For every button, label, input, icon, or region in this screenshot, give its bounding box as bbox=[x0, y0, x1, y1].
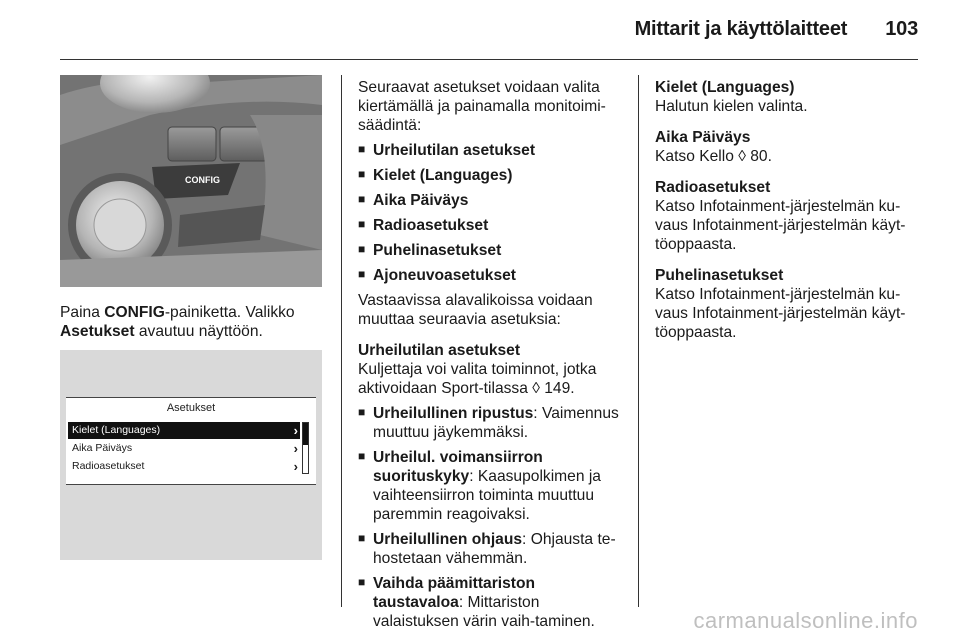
chevron-right-icon: › bbox=[293, 459, 298, 474]
control-panel-illustration bbox=[60, 75, 322, 287]
settings-display bbox=[66, 397, 316, 485]
display-screenshot bbox=[60, 350, 322, 560]
header-rule bbox=[60, 59, 918, 60]
column-divider-1 bbox=[341, 75, 342, 607]
section-text: Katso Infotainment-järjestelmän ku-vaus Infotainment-järjestelmän käyt-töoppaasta. bbox=[655, 198, 906, 253]
page-header bbox=[635, 18, 918, 41]
section-title: Kielet (Languages) bbox=[655, 79, 795, 96]
list-item: ■ Urheilullinen ripustus: Vaimennus muuttuu jäykemmäksi. bbox=[358, 404, 628, 442]
display-row-radio: Radioasetukset › bbox=[72, 459, 298, 474]
section-title: Urheilutilan asetukset bbox=[358, 342, 521, 359]
intro-text: Seuraavat asetukset voidaan valita kiertämällä ja painamalla monitoimi-säädintä: bbox=[358, 79, 606, 134]
list-item: ■ Ajoneuvoasetukset bbox=[358, 266, 628, 285]
watermark-text: carmanualsonline.info bbox=[693, 608, 918, 633]
section-text: Halutun kielen valinta. bbox=[655, 98, 808, 115]
section-title: Aika Päiväys bbox=[655, 129, 751, 146]
display-row-date: Aika Päiväys › bbox=[72, 441, 298, 456]
page-number: 103 bbox=[885, 18, 918, 40]
display-row-languages: Kielet (Languages) › bbox=[68, 422, 300, 439]
section-title: Puhelinasetukset bbox=[655, 267, 784, 284]
left-paragraph: Paina CONFIG-painiketta. Valikko Asetukset avautuu näyttöön. bbox=[60, 304, 295, 340]
section-title: Radioasetukset bbox=[655, 179, 771, 196]
control-panel-photo bbox=[60, 75, 322, 287]
config-button-label: CONFIG bbox=[185, 175, 220, 185]
display-scrollbar bbox=[302, 422, 309, 474]
list-item: ■ Urheilutilan asetukset bbox=[358, 141, 628, 160]
chapter-title: Mittarit ja käyttölaitteet bbox=[634, 18, 848, 40]
list-item: ■ Radioasetukset bbox=[358, 216, 628, 235]
section-text: Kuljettaja voi valita toiminnot, jotka aktivoidaan Sport-tilassa ◊ 149. bbox=[358, 361, 597, 397]
column-divider-2 bbox=[638, 75, 639, 607]
list-item: ■ Vaihda päämittariston taustavaloa: Mittariston valaistuksen värin vaih-taminen. bbox=[358, 574, 628, 631]
middle-column bbox=[358, 78, 628, 631]
list-item: ■ Urheilul. voimansiirron suorituskyky: Kaasupolkimen ja vaihteensiirron toiminta muuttuu paremmin reagoivaksi. bbox=[358, 448, 628, 524]
section-text: Katso Infotainment-järjestelmän ku-vaus Infotainment-järjestelmän käyt-töoppaasta. bbox=[655, 286, 906, 341]
list-item: ■ Urheilullinen ohjaus: Ohjausta te-hostetaan vähemmän. bbox=[358, 530, 628, 568]
section-text: Katso Kello ◊ 80. bbox=[655, 148, 772, 165]
list-item: ■ Kielet (Languages) bbox=[358, 166, 628, 185]
sub-intro-text: Vastaavissa alavalikoissa voidaan muuttaa seuraavia asetuksia: bbox=[358, 292, 593, 328]
list-item: ■ Aika Päiväys bbox=[358, 191, 628, 210]
right-column bbox=[655, 78, 925, 342]
display-title: Asetukset bbox=[166, 402, 216, 414]
chevron-right-icon: › bbox=[293, 441, 298, 456]
list-item: ■ Puhelinasetukset bbox=[358, 241, 628, 260]
chevron-right-icon: › bbox=[293, 423, 298, 438]
